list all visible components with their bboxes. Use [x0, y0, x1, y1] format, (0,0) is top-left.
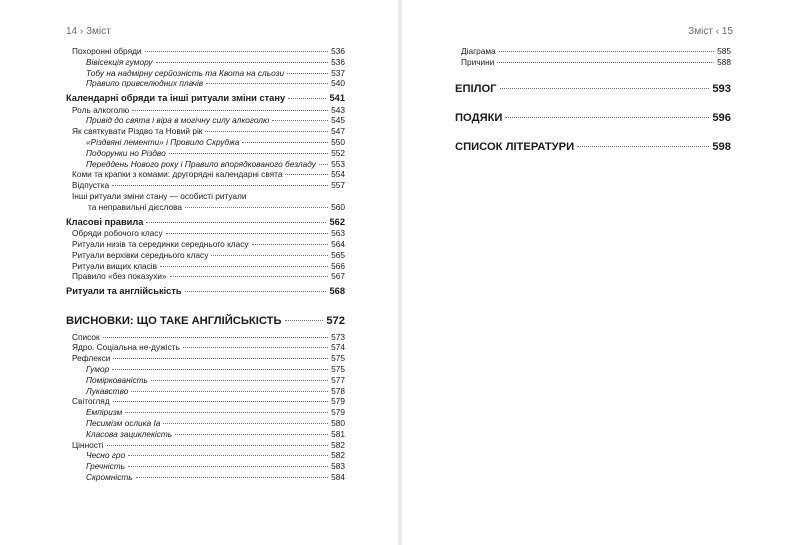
toc-page-number: 560: [331, 201, 345, 212]
toc-entry-title: Ядро. Соціальна не-дужість: [72, 342, 180, 353]
dot-leader: [205, 131, 328, 132]
toc-page-number: 596: [712, 111, 731, 124]
toc-entry: [66, 105, 345, 116]
toc-page-number: 564: [331, 238, 345, 249]
toc-page-number: 562: [329, 216, 345, 227]
dot-leader: [163, 423, 328, 424]
toc-entry-title: Календарні обряди та інші ритуали зміни стану: [66, 93, 286, 104]
toc-entry: [66, 261, 345, 272]
dot-leader: [252, 244, 329, 245]
dot-leader: [285, 320, 324, 321]
toc-entry: [66, 180, 345, 191]
toc-entry: [66, 375, 345, 386]
toc-entry-title: «Різдвяні лементи» і Провило Скруджа: [86, 137, 240, 148]
dot-leader: [211, 255, 328, 256]
toc-page-number: 583: [331, 461, 345, 472]
toc-entry-title: Гумор: [86, 364, 110, 375]
toc-entry-title: Правило привселюдних плачів: [86, 78, 204, 89]
dot-leader: [319, 164, 328, 165]
toc-entry-title: Поміркованість: [86, 374, 148, 385]
toc-entry: [66, 396, 345, 407]
toc-entry-title: Рефлекси: [72, 353, 111, 364]
toc-entry-title: Коми та крапки з комами: другорядні календарні свята: [72, 169, 283, 180]
toc-entry-title: СПИСОК ЛІТЕРАТУРИ: [455, 140, 575, 153]
toc-entry: [66, 364, 345, 375]
toc-entry-title: Класова зациклекість: [86, 428, 173, 439]
toc-entry: [66, 239, 345, 250]
toc-page-number: 568: [329, 286, 345, 297]
dot-leader: [160, 266, 328, 267]
toc-entry: [66, 159, 345, 170]
dot-leader: [113, 401, 329, 402]
right-page: [400, 0, 800, 545]
toc-entry: [66, 285, 345, 298]
dot-leader: [499, 51, 715, 52]
toc-page-number: 577: [331, 374, 345, 385]
dot-leader: [156, 62, 329, 63]
toc-entry: [455, 46, 731, 57]
toc-page-number: 584: [331, 472, 345, 482]
toc-entry: [66, 148, 345, 159]
toc-entry-title: Емпіризм: [86, 407, 123, 418]
toc-entry-title: Світогляд: [72, 396, 110, 407]
toc-entry: [66, 461, 345, 472]
dot-leader: [113, 358, 328, 359]
dot-leader: [288, 98, 326, 99]
toc-entry: [66, 271, 345, 282]
toc-entry: [66, 228, 345, 239]
dot-leader: [136, 477, 328, 478]
toc-entry-title: Лукавство: [86, 385, 129, 396]
toc-entry-title: ПОДЯКИ: [455, 111, 503, 124]
toc-entry-title: Список: [72, 331, 100, 342]
toc-entry-title: Правило «без показухи»: [72, 271, 167, 282]
toc-page-number: 585: [717, 46, 731, 56]
toc-entry: [66, 191, 345, 202]
dot-leader: [151, 380, 328, 381]
toc-page-number: 552: [331, 147, 345, 158]
dot-leader: [500, 88, 710, 89]
toc-entry: [66, 250, 345, 261]
toc-entry: [66, 332, 345, 343]
toc-entry-title: Як святкувати Різдво та Новий рік: [72, 126, 203, 137]
toc-entry: [66, 169, 345, 180]
dot-leader: [272, 120, 328, 121]
toc-entry: [66, 418, 345, 429]
toc-entry: [455, 140, 731, 155]
toc-page-number: 581: [331, 428, 345, 439]
toc-page-number: 563: [331, 228, 345, 239]
toc-entry: [66, 115, 345, 126]
toc-entry: [66, 342, 345, 353]
toc-page-number: 567: [331, 271, 345, 282]
toc-entry: [66, 126, 345, 137]
dot-leader: [175, 434, 328, 435]
left-running-header: 14 › Зміст: [66, 26, 111, 37]
dot-leader: [166, 233, 329, 234]
toc-page-number: 579: [331, 407, 345, 418]
toc-entry-title: Причини: [461, 56, 495, 67]
toc-page-number: 536: [331, 46, 345, 56]
toc-entry-title: Похоронні обряди: [72, 46, 142, 56]
toc-entry-title: Чесно гро: [86, 450, 126, 461]
dot-leader: [103, 337, 329, 338]
toc-entry: [66, 202, 345, 213]
toc-entry-title: Роль алкоголю: [72, 104, 130, 115]
toc-entry-title: Привід до свята і віра в могічну силу алкоголю: [86, 115, 270, 126]
toc-entry: [66, 68, 345, 79]
toc-entry-title: та неправильні дієслова: [88, 201, 183, 212]
toc-entry: [455, 82, 731, 97]
right-table-of-contents: [455, 46, 731, 155]
dot-leader: [505, 117, 709, 118]
dot-leader: [128, 455, 328, 456]
dot-leader: [185, 207, 328, 208]
toc-entry: [66, 137, 345, 148]
toc-page-number: 593: [712, 82, 731, 95]
dot-leader: [242, 142, 328, 143]
toc-entry: [455, 57, 731, 68]
dot-leader: [112, 185, 328, 186]
toc-entry: [66, 450, 345, 461]
toc-page-number: 541: [329, 93, 345, 104]
toc-entry-title: Діаграма: [461, 46, 496, 56]
toc-entry-title: Ритуали низів та серединки середнього класу: [72, 238, 249, 249]
toc-page-number: 582: [331, 450, 345, 461]
toc-page-number: 598: [712, 140, 731, 153]
dot-leader: [183, 347, 328, 348]
toc-entry-title: Вівісекція гумору: [86, 56, 153, 67]
dot-leader: [125, 412, 328, 413]
dot-leader: [577, 146, 709, 147]
toc-entry-title: Ритуали та англійськість: [66, 286, 182, 297]
toc-entry: [66, 472, 345, 483]
toc-page-number: 575: [331, 364, 345, 375]
toc-page-number: 572: [326, 314, 345, 327]
dot-leader: [185, 291, 327, 292]
toc-entry-title: Класові правила: [66, 216, 144, 227]
toc-entry-title: Ритуали верхівки середнього класу: [72, 249, 209, 260]
toc-page-number: 582: [331, 439, 345, 450]
toc-page-number: 553: [331, 158, 345, 169]
toc-page-number: 566: [331, 260, 345, 271]
toc-page-number: 550: [331, 137, 345, 148]
toc-entry-title: ВИСНОВКИ: ЩО ТАКЕ АНГЛІЙСЬКІСТЬ: [66, 314, 282, 327]
dot-leader: [128, 466, 328, 467]
toc-page-number: 580: [331, 418, 345, 429]
dot-leader: [170, 276, 329, 277]
toc-page-number: 543: [331, 104, 345, 115]
toc-page-number: 588: [717, 56, 731, 67]
toc-page-number: 554: [331, 169, 345, 180]
toc-entry: [66, 429, 345, 440]
toc-entry: [66, 92, 345, 105]
toc-entry: [66, 386, 345, 397]
toc-page-number: 565: [331, 249, 345, 260]
toc-entry: [66, 314, 345, 329]
toc-entry-title: Песимізм ослика Іа: [86, 418, 161, 429]
toc-page-number: 575: [331, 353, 345, 364]
toc-entry: [66, 440, 345, 451]
toc-entry-title: Скромність: [86, 472, 133, 482]
toc-entry: [66, 46, 345, 57]
toc-entry: [66, 216, 345, 229]
left-table-of-contents: [66, 46, 345, 483]
dot-leader: [206, 83, 328, 84]
toc-entry-title: Цінності: [72, 439, 104, 450]
toc-entry: [66, 57, 345, 68]
dot-leader: [497, 62, 714, 63]
toc-entry-title: ЕПІЛОГ: [455, 82, 497, 95]
toc-entry-title: Переддень Нового року і Правило впорядкованого безладу: [86, 158, 316, 169]
dot-leader: [107, 445, 329, 446]
toc-page-number: 537: [331, 67, 345, 78]
dot-leader: [169, 153, 328, 154]
toc-entry-title: Обряди робочого класу: [72, 228, 163, 239]
toc-page-number: 574: [331, 342, 345, 353]
toc-entry: [66, 78, 345, 89]
toc-entry-title: Подорунки но Різдво: [86, 147, 166, 158]
toc-entry-title: Інші ритуали зміни стану — особисті ритуали: [72, 191, 247, 202]
toc-page-number: 545: [331, 115, 345, 126]
right-running-header: Зміст ‹ 15: [688, 26, 733, 37]
toc-page-number: 578: [331, 385, 345, 396]
toc-entry-title: Тобу на надмірну серйозність та Квота на сльози: [86, 67, 285, 78]
dot-leader: [287, 73, 328, 74]
dot-leader: [285, 174, 328, 175]
dot-leader: [112, 369, 328, 370]
toc-page-number: 547: [331, 126, 345, 137]
toc-page-number: 579: [331, 396, 345, 407]
toc-entry-title: Ритуали вищих класів: [72, 260, 158, 271]
dot-leader: [145, 51, 329, 52]
toc-entry-title: Відпустка: [72, 180, 110, 191]
toc-page-number: 540: [331, 78, 345, 89]
toc-page-number: 573: [331, 331, 345, 342]
dot-leader: [132, 110, 328, 111]
dot-leader: [131, 391, 328, 392]
toc-entry: [455, 111, 731, 126]
toc-page-number: 557: [331, 180, 345, 191]
toc-entry: [66, 407, 345, 418]
dot-leader: [146, 222, 326, 223]
toc-entry-title: Гречність: [86, 461, 126, 472]
toc-entry: [66, 353, 345, 364]
toc-page-number: 536: [331, 56, 345, 67]
